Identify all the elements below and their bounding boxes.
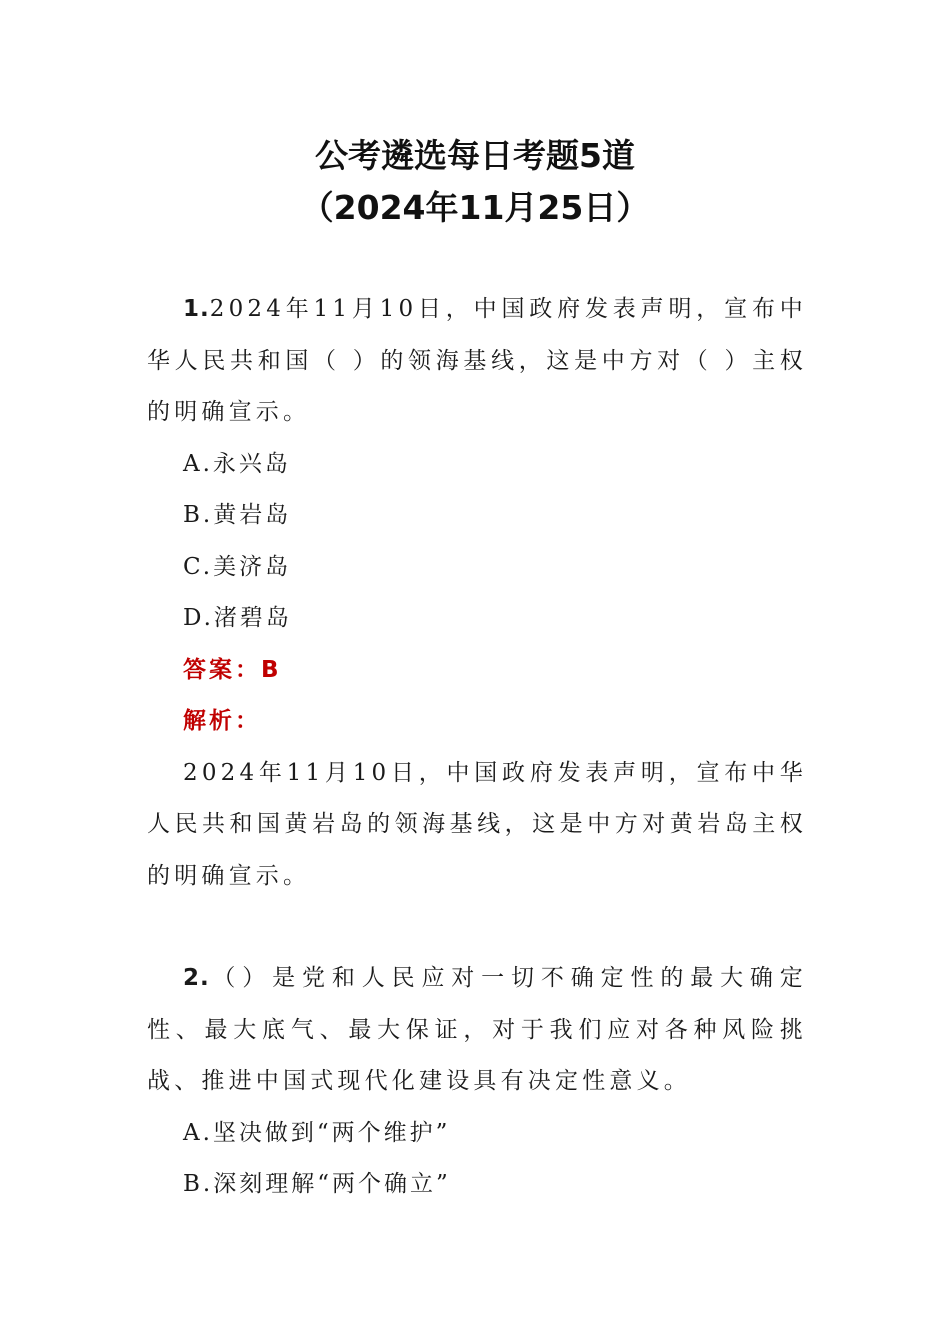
document-title: 公考遴选每日考题5道 xyxy=(315,136,635,175)
question-1-option-a: A.永兴岛 xyxy=(183,450,291,477)
question-1-option-b: B.黄岩岛 xyxy=(183,502,292,528)
question-1-number: 1. xyxy=(183,296,210,322)
question-2-stem xyxy=(147,953,807,1108)
question-1-text: 2024年11月10日，中国政府发表声明，宣布中华人民共和国（ ）的领海基线，这是中方对（ ）主权的明确宣示。 xyxy=(147,296,807,425)
question-2-option-a: A.坚决做到“两个维护” xyxy=(183,1119,451,1146)
section-gap xyxy=(147,902,807,953)
document-date: （2024年11月25日） xyxy=(300,188,650,227)
question-2-text: （）是党和人民应对一切不确定性的最大确定性、最大底气、最大保证，对于我们应对各种风险挑战、推进中国式现代化建设具有决定性意义。 xyxy=(147,965,807,1094)
question-1-analysis: 2024年11月10日，中国政府发表声明，宣布中华人民共和国黄岩岛的领海基线，这是中方对黄岩岛主权的明确宣示。 xyxy=(147,759,807,889)
question-1-analysis-label: 解析： xyxy=(183,708,261,734)
document-body xyxy=(147,284,807,1211)
question-1-option-d: D.渚碧岛 xyxy=(183,605,292,631)
question-2-number: 2. xyxy=(183,965,210,991)
question-1-option-c: C.美济岛 xyxy=(183,553,292,580)
question-1-answer: 答案：B xyxy=(183,656,282,683)
question-2-option-b: B.深刻理解“两个确立” xyxy=(183,1171,451,1197)
question-1-stem xyxy=(147,284,807,439)
